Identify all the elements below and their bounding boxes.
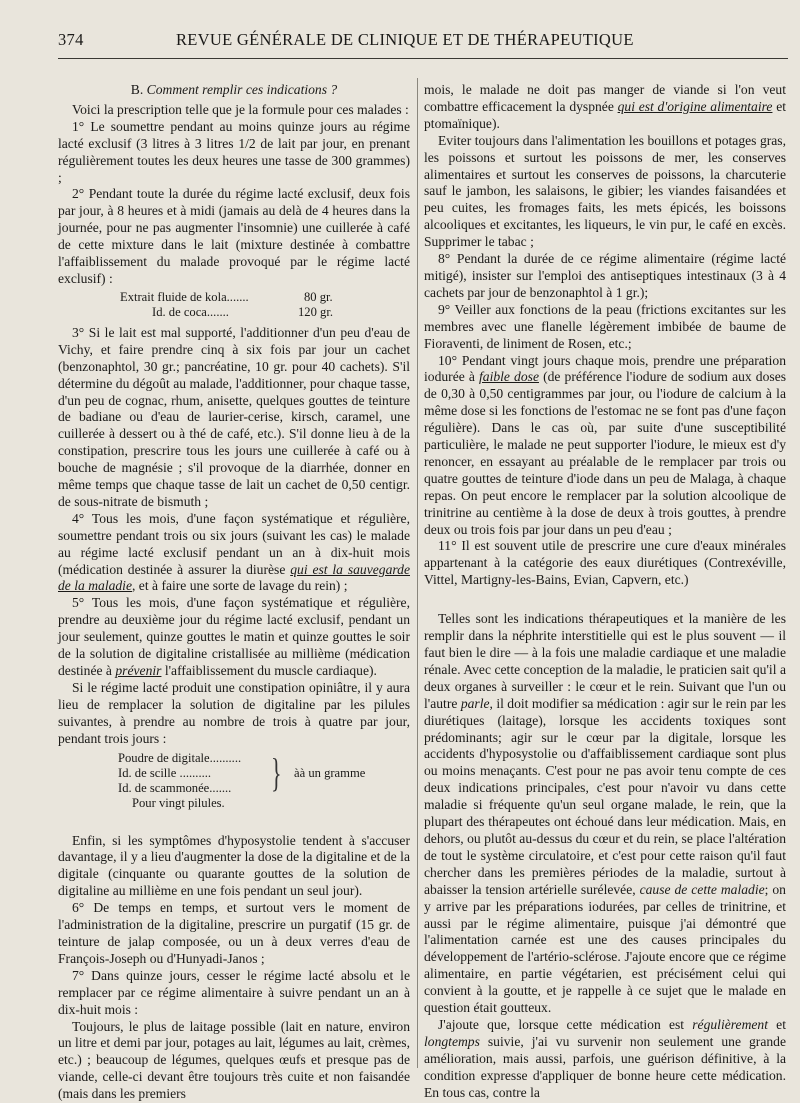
paragraph: 7° Dans quinze jours, cesser le régime lacté absolu et le remplacer par ce régime alimentaire à suivre pendant un an à dix-huit mois : bbox=[58, 968, 410, 1019]
paragraph: Telles sont les indications thérapeutiques et la manière de les remplir dans la néphrite interstitielle qui est le plus souvent — il faut bien le dire — à la fois une maladie cardiaque et une maladie rénale. Avec cette conception de la maladie, le praticien sait qu'il a deux organes à surveiller : le cœur et le rein. Suivant que l'un ou l'autre parle, il doit modifier sa médication : agir sur le rein par les diurétiques (laitage), lorsque les accidents toxiques sont prédominants; agir sur le cœur par la digitale, lorsque les accidents d'hyposystolie ou d'affaiblissement cardiaque sont plus ou moins menaçants. C'est pour ne pas avoir tenu compte de ces deux indications principales, c'est pour n'avoir vu dans cette maladie si fréquente qu'un seul organe malade, le rein, que la plupart des thérapeutes ont échoué dans leur médication. Mais, en dehors, ou plutôt au-dessus du cœur et du rein, se place l'altération de tout le système circulatoire, et c'est pour cette raison qu'il faut chercher dans les premières périodes de la maladie, surtout à abaisser la tension artérielle surélevée, cause de cette maladie; on y arrive par les préparations iodurées, par celles de trinitrine, et aussi par le régime alimentaire, puisque j'ai démontré que l'alimentation carnée est une des causes principales du développement de l'artério-sclérose. J'ajoute encore que ce régime alimentaire, en partie végétarien, est précisément celui qui convient à la goutte, et je rappelle à ce sujet que le malade en question était goutteux. bbox=[424, 611, 786, 1017]
formula-ingredient: Id. de scammonée....... bbox=[118, 781, 231, 796]
formula-quantity: àà un gramme bbox=[294, 766, 365, 781]
paragraph: Si le régime lacté produit une constipation opiniâtre, il y aura lieu de remplacer la solution de digitaline par les pilules suivantes, à prendre au nombre de trois à quatre par jour, pendant trois jours : bbox=[58, 680, 410, 748]
spacer bbox=[424, 589, 786, 611]
formula-ingredient: Poudre de digitale.......... bbox=[118, 751, 241, 766]
paragraph: 2° Pendant toute la durée du régime lacté exclusif, deux fois par jour, à 8 heures et à midi (jamais au delà de 4 heures dans la journée, pour ne pas augmenter l'insomnie) une cuillerée à café de cette mixture dans le lait (mixture destinée à combattre l'affaiblissement du malade provoqué par le régime lacté exclusif) : bbox=[58, 186, 410, 287]
formula-note: Pour vingt pilules. bbox=[132, 796, 225, 811]
running-header bbox=[58, 30, 788, 54]
right-column bbox=[424, 82, 786, 1101]
column-divider bbox=[417, 78, 418, 1068]
header-rule bbox=[58, 58, 788, 59]
paragraph: J'ajoute que, lorsque cette médication est régulièrement et longtemps suivie, j'ai vu survenir non seulement une grande amélioration, mais aussi, parfois, une guérison définitive, à la condition expresse d'appliquer de bonne heure cette médication. En tous cas, contre la bbox=[424, 1017, 786, 1102]
formula-dose: 120 gr. bbox=[298, 305, 333, 320]
paragraph: 1° Le soumettre pendant au moins quinze jours au régime lacté exclusif (3 litres à 3 litres 1/2 de lait par jour, en prenant régulièrement toutes les deux heures une tasse de 300 grammes) ; bbox=[58, 119, 410, 187]
formula-ingredient: Extrait fluide de kola....... bbox=[120, 290, 249, 305]
left-column bbox=[58, 82, 410, 1103]
section-heading: B. Comment remplir ces indications ? bbox=[58, 82, 410, 99]
paragraph: Enfin, si les symptômes d'hyposystolie tendent à s'accuser davantage, il y a lieu d'augmenter la dose de la digitaline et de la digitale (cinquante ou quarante gouttes de la solution de digitaline au millième en une fois pendant un seul jour). bbox=[58, 833, 410, 901]
formula-ingredient: Id. de scille .......... bbox=[118, 766, 211, 781]
page-number: 374 bbox=[58, 30, 84, 50]
paragraph: 6° De temps en temps, et surtout vers le moment de l'administration de la digitaline, prescrire un purgatif (15 gr. de teinture de jalap composée, ou un à deux verres d'eau de François-Joseph ou d'Hunyadi-Janos ; bbox=[58, 900, 410, 968]
paragraph: 5° Tous les mois, d'une façon systématique et régulière, prendre au deuxième jour du régime lacté exclusif, pendant un jour seulement, quinze gouttes le matin et quinze gouttes le soir de la solution de digitaline cristallisée au millième (médication destinée à prévenir l'affaiblissement du muscle cardiaque). bbox=[58, 595, 410, 680]
paragraph: Toujours, le plus de laitage possible (lait en nature, environ un litre et demi par jour, potages au lait, légumes au lait, crèmes, etc.) ; beaucoup de légumes, quelques œufs et presque pas de viande, celle-ci devant être toujours très cuite et non faisandée (mais dans les premiers bbox=[58, 1019, 410, 1103]
pill-formula bbox=[58, 751, 410, 829]
paragraph: 3° Si le lait est mal supporté, l'additionner d'un peu d'eau de Vichy, et faire prendre cinq à six fois par jour un cachet (benzonaphtol, 30 gr.; pancréatine, 10 gr. pour 40 cachets). S'il détermine du dégoût au malade, l'additionner, pour chaque tasse, d'un peu de cognac, rhum, anisette, quelques gouttes de teinture de badiane ou d'eau de laurier-cerise, kirsch, caramel, une cuillerée à dessert ou à thé de café, etc.). S'il donne lieu à de la constipation, prescrire tous les jours une cuillerée à café ou à bouche de magnésie ; s'il provoque de la diarrhée, donner en même temps que chaque tasse de lait un cachet de 0,50 centigr. de sous-nitrate de bismuth ; bbox=[58, 325, 410, 511]
paragraph: Eviter toujours dans l'alimentation les bouillons et potages gras, les poissons et surtout les poissons de mer, les conserves alimentaires et surtout les conserves de poissons, la charcuterie sauf le jambon, les salaisons, le gibier; les viandes faisandées et peu cuites, les fromages faits, les mets épicés, les boissons alcooliques et excitantes, les liqueurs, le vin pur, le café en excès. Supprimer le tabac ; bbox=[424, 133, 786, 251]
brace-glyph: } bbox=[271, 751, 282, 795]
formula-ingredient: Id. de coca....... bbox=[152, 305, 229, 320]
journal-title: REVUE GÉNÉRALE DE CLINIQUE ET DE THÉRAPEUTIQUE bbox=[176, 30, 634, 50]
paragraph: Voici la prescription telle que je la formule pour ces malades : bbox=[58, 102, 410, 119]
kola-formula bbox=[58, 290, 410, 320]
paragraph: 11° Il est souvent utile de prescrire une cure d'eaux minérales appartenant à la catégorie des eaux diurétiques (Contrexéville, Vittel, Martigny-les-Bains, Evian, Capvern, etc.) bbox=[424, 538, 786, 589]
paragraph: 8° Pendant la durée de ce régime alimentaire (régime lacté mitigé), insister sur l'emploi des antiseptiques intestinaux (3 à 4 cachets par jour de benzonaphtol à 1 gr.); bbox=[424, 251, 786, 302]
paragraph: 4° Tous les mois, d'une façon systématique et régulière, soumettre pendant trois ou six jours (suivant les cas) le malade au régime lacté exclusif pendant un an à dix-huit mois (médication destinée à assurer la diurèse qui est la sauvegarde de la maladie, et à faire une sorte de lavage du rein) ; bbox=[58, 511, 410, 596]
paragraph: mois, le malade ne doit pas manger de viande si l'on veut combattre efficacement la dyspnée qui est d'origine alimentaire et ptomaïnique). bbox=[424, 82, 786, 133]
formula-dose: 80 gr. bbox=[304, 290, 333, 305]
paragraph: 10° Pendant vingt jours chaque mois, prendre une préparation iodurée à faible dose (de préférence l'iodure de sodium aux doses de 0,30 à 0,50 centigrammes par jour, ou l'iodure de calcium à la même dose si les fonctions de l'estomac ne se font pas d'une façon régulière). Dans le cas où, par suite d'une susceptibilité particulière, le malade ne peut supporter l'iodure, le mieux est d'y renoncer, en essayant au préalable de le remplacer par trois ou quatre gouttes de teinture d'iode dans un peu de Malaga, à chaque repas. On peut encore le remplacer par la solution alcoolique de trinitrine au centième à la dose de deux à trois gouttes, à prendre deux ou trois fois par jour dans un peu d'eau ; bbox=[424, 353, 786, 539]
paragraph: 9° Veiller aux fonctions de la peau (frictions excitantes sur les membres avec une flanelle légèrement imbibée de baume de Fioraventi, de liniment de Rosen, etc.; bbox=[424, 302, 786, 353]
